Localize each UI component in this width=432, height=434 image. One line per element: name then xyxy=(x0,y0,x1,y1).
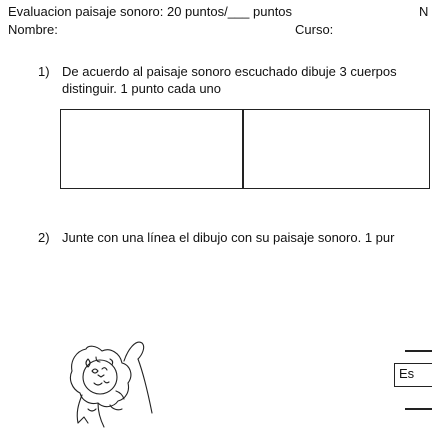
box-divider xyxy=(242,109,244,189)
sound-label-text: Es xyxy=(399,366,415,381)
question-1-line-2: distinguir. 1 punto cada uno xyxy=(62,81,222,96)
question-2 xyxy=(38,229,432,249)
question-2-number: 2) xyxy=(38,230,50,245)
answer-line-bottom xyxy=(405,408,432,410)
question-1 xyxy=(38,63,432,103)
question-1-number: 1) xyxy=(38,64,50,79)
answer-line-top xyxy=(405,350,432,352)
name-label: Nombre: xyxy=(8,22,58,37)
question-2-line-1: Junte con una línea el dibujo con su paisaje sonoro. 1 pur xyxy=(62,230,395,245)
evaluation-title: Evaluacion paisaje sonoro: 20 puntos/___ puntos xyxy=(8,4,293,19)
sound-label-box[interactable] xyxy=(394,363,432,387)
course-label: Curso: xyxy=(295,22,334,37)
clock-sketch-icon xyxy=(58,335,170,433)
drawing-answer-box[interactable] xyxy=(60,109,430,189)
question-1-line-1: De acuerdo al paisaje sonoro escuchado dibuje 3 cuerpos xyxy=(62,64,397,79)
corner-text: N xyxy=(419,4,429,19)
